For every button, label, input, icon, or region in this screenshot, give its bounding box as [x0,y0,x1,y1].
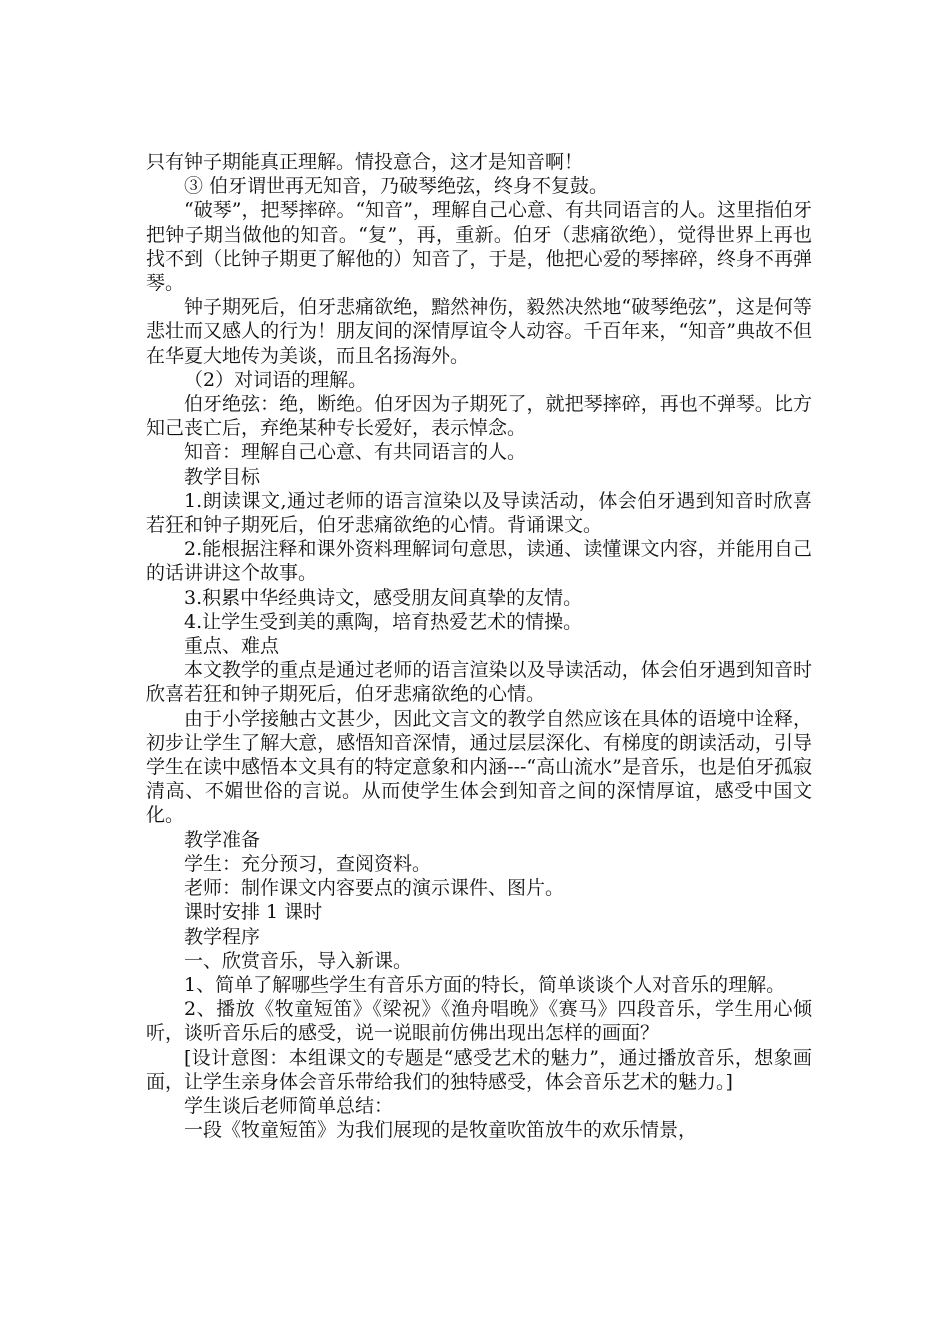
paragraph: 一、欣赏音乐，导入新课。 [184,949,413,972]
paragraph: 课时安排 1 课时 [184,901,323,924]
paragraph: ③ 伯牙谓世再无知音，乃破琴绝弦，终身不复鼓。 [184,175,609,198]
list-item: 2.能根据注释和课外资料理解词句意思，读通、读懂课文内容，并能用自己的话讲讲这个故事。 [146,538,812,585]
section-heading-procedure: 教学程序 [184,925,261,948]
paragraph: 钟子期死后，伯牙悲痛欲绝，黯然神伤，毅然决然地“破琴绝弦”，这是何等悲壮而又感人的行为！朋友间的深情厚谊令人动容。千百年来，“知音”典故不但在华夏大地传为美谈，而且名扬海外。 [146,296,812,367]
list-item: 3.积累中华经典诗文，感受朋友间真挚的友情。 [184,586,583,609]
paragraph: 只有钟子期能真正理解。情投意合，这才是知音啊！ [146,151,584,173]
paragraph: 由于小学接触古文甚少，因此文言文的教学自然应该在具体的语境中诠释，初步让学生了解大意，感悟知音深情，通过层层深化、有梯度的朗读活动，引导学生在读中感悟本文具有的特定意象和内涵---“高山流水”是音乐，也是伯牙孤寂清高、不媚世俗的言说。从而使学生体会到知音之间的深情厚谊，感受中国文化。 [146,707,812,827]
list-item: 1、简单了解哪些学生有音乐方面的特长，简单谈谈个人对音乐的理解。 [184,973,786,996]
document-body [146,150,812,1142]
paragraph: 知音：理解自己心意、有共同语言的人。 [184,441,527,464]
paragraph: 一段《牧童短笛》为我们展现的是牧童吹笛放牛的欢乐情景， [184,1119,698,1142]
section-heading-preparation: 教学准备 [184,828,261,851]
paragraph: 老师：制作课文内容要点的演示课件、图片。 [184,877,565,900]
paragraph: 本文教学的重点是通过老师的语言渲染以及导读活动，体会伯牙遇到知音时欣喜若狂和钟子期死后，伯牙悲痛欲绝的心情。 [146,659,812,706]
list-item: 4.让学生受到美的熏陶，培育热爱艺术的情操。 [184,610,583,633]
section-heading-key-points: 重点、难点 [184,635,280,658]
paragraph: [设计意图：本组课文的专题是“感受艺术的魅力”，通过播放音乐，想象画面，让学生亲身体会音乐带给我们的独特感受，体会音乐艺术的魅力。] [146,1046,812,1093]
paragraph: “破琴”，把琴摔碎。“知音”，理解自己心意、有共同语言的人。这里指伯牙把钟子期当做他的知音。“复”，再，重新。伯牙（悲痛欲绝），觉得世界上再也找不到（比钟子期更了解他的）知音了，于是，他把心爱的琴摔碎，终身不再弹琴。 [146,199,812,295]
paragraph: 学生：充分预习，查阅资料。 [184,852,432,875]
section-subheading: （2）对词语的理解。 [184,368,368,391]
paragraph: 伯牙绝弦：绝，断绝。伯牙因为子期死了，就把琴摔碎，再也不弹琴。比方知己丧亡后，弃绝某种专长爱好，表示悼念。 [146,393,812,440]
section-heading-teaching-goals: 教学目标 [184,465,261,488]
list-item: 2、播放《牧童短笛》《梁祝》《渔舟唱晚》《赛马》四段音乐，学生用心倾听，谈听音乐后的感受，说一说眼前仿佛出现出怎样的画面？ [146,998,812,1045]
paragraph: 学生谈后老师简单总结： [184,1094,394,1117]
list-item: 1.朗读课文,通过老师的语言渲染以及导读活动，体会伯牙遇到知音时欣喜若狂和钟子期死后，伯牙悲痛欲绝的心情。背诵课文。 [146,489,812,537]
